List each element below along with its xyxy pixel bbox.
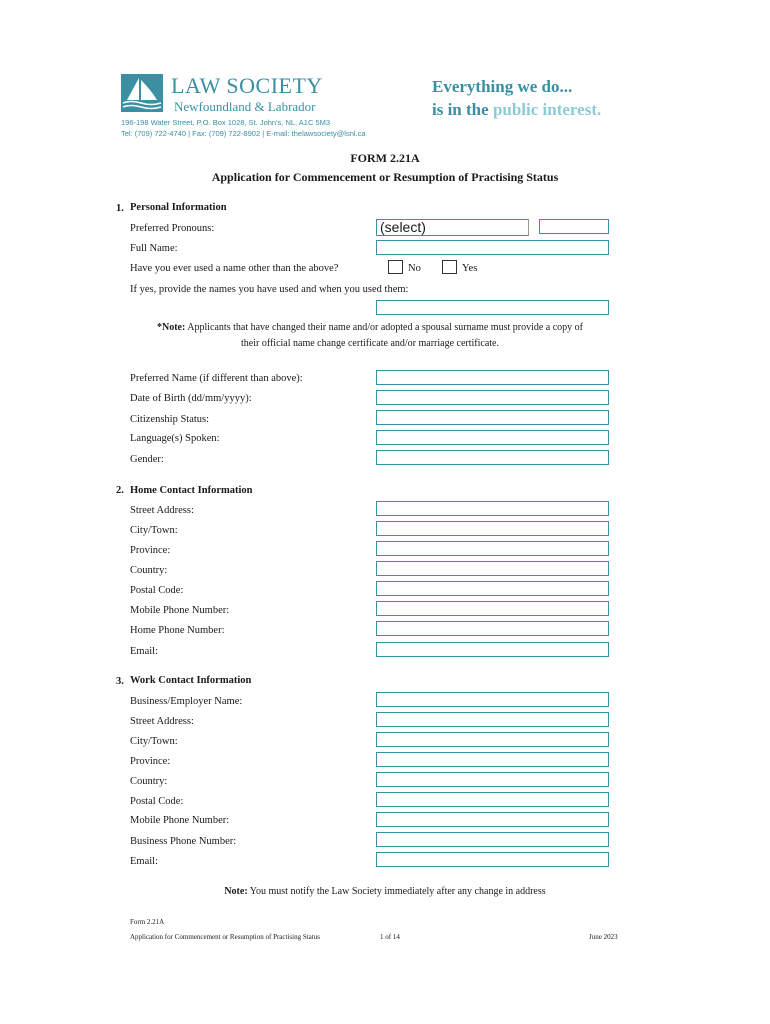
no-checkbox[interactable] bbox=[388, 260, 403, 274]
languages-label: Language(s) Spoken: bbox=[130, 433, 220, 444]
tagline-2-prefix: is in the bbox=[432, 100, 493, 119]
logo-title: LAW SOCIETY bbox=[171, 73, 323, 98]
law-society-logo bbox=[121, 74, 163, 112]
work-province-field[interactable] bbox=[376, 752, 609, 767]
citizenship-label: Citizenship Status: bbox=[130, 414, 210, 425]
home-province-field[interactable] bbox=[376, 541, 609, 556]
home-country-field[interactable] bbox=[376, 561, 609, 576]
yes-checkbox[interactable] bbox=[442, 260, 457, 274]
dob-field[interactable] bbox=[376, 390, 609, 405]
work-employer-label: Business/Employer Name: bbox=[130, 696, 243, 707]
section1-title: Personal Information bbox=[130, 202, 227, 213]
work-email-label: Email: bbox=[130, 856, 158, 867]
home-email-field[interactable] bbox=[376, 642, 609, 657]
logo-subtitle: Newfoundland & Labrador bbox=[174, 99, 316, 114]
work-phone-field[interactable] bbox=[376, 832, 609, 847]
home-phone-field[interactable] bbox=[376, 621, 609, 636]
gender-field[interactable] bbox=[376, 450, 609, 465]
gender-label: Gender: bbox=[130, 454, 164, 465]
pronouns-select[interactable]: (select) bbox=[376, 219, 529, 236]
home-city-field[interactable] bbox=[376, 521, 609, 536]
work-postal-field[interactable] bbox=[376, 792, 609, 807]
work-city-label: City/Town: bbox=[130, 736, 178, 747]
name-change-note bbox=[110, 322, 630, 333]
bottom-note-prefix: Note: bbox=[224, 886, 248, 897]
work-province-label: Province: bbox=[130, 756, 171, 767]
work-employer-field[interactable] bbox=[376, 692, 609, 707]
if-yes-label: If yes, provide the names you have used and when you used them: bbox=[130, 284, 409, 295]
address-line: 196-198 Water Street, P.O. Box 1028, St. John's, NL, A1C 5M3 bbox=[121, 118, 331, 127]
dob-label: Date of Birth (dd/mm/yyyy): bbox=[130, 393, 252, 404]
tagline-1: Everything we do... bbox=[432, 77, 573, 96]
preferred-name-label: Preferred Name (if different than above): bbox=[130, 373, 303, 384]
home-mobile-field[interactable] bbox=[376, 601, 609, 616]
tagline-2-highlight: public interest. bbox=[492, 100, 602, 119]
no-label: No bbox=[408, 263, 421, 274]
work-city-field[interactable] bbox=[376, 732, 609, 747]
footer-date: June 2023 bbox=[589, 933, 618, 941]
home-postal-label: Postal Code: bbox=[130, 585, 184, 596]
name-change-note-line2: their official name change certificate and/or marriage certificate. bbox=[241, 338, 499, 349]
footer-form-number: Form 2.21A bbox=[130, 918, 165, 926]
home-province-label: Province: bbox=[130, 545, 171, 556]
languages-field[interactable] bbox=[376, 430, 609, 445]
home-city-label: City/Town: bbox=[130, 525, 178, 536]
home-postal-field[interactable] bbox=[376, 581, 609, 596]
section3-title: Work Contact Information bbox=[130, 675, 252, 686]
full-name-field[interactable] bbox=[376, 240, 609, 255]
bottom-note-text: You must notify the Law Society immediately after any change in address bbox=[247, 886, 546, 897]
home-phone-label: Home Phone Number: bbox=[130, 625, 225, 636]
logo-emblem-icon bbox=[121, 74, 163, 112]
work-street-field[interactable] bbox=[376, 712, 609, 727]
full-name-label: Full Name: bbox=[130, 243, 178, 254]
home-country-label: Country: bbox=[130, 565, 168, 576]
yes-label: Yes bbox=[462, 263, 478, 274]
form-title: Application for Commencement or Resumption of Practising Status bbox=[211, 170, 559, 184]
note-line1: Applicants that have changed their name and/or adopted a spousal surname must provide a copy of bbox=[185, 322, 583, 333]
contact-line: Tel: (709) 722-4740 | Fax: (709) 722-8902 | E-mail: thelawsociety@lsnl.ca bbox=[121, 129, 366, 138]
work-email-field[interactable] bbox=[376, 852, 609, 867]
form-number: FORM 2.21A bbox=[350, 151, 420, 165]
section1-number: 1. bbox=[116, 203, 124, 214]
preferred-name-field[interactable] bbox=[376, 370, 609, 385]
citizenship-field[interactable] bbox=[376, 410, 609, 425]
footer-page-number: 1 of 14 bbox=[380, 933, 400, 941]
home-email-label: Email: bbox=[130, 646, 158, 657]
home-mobile-label: Mobile Phone Number: bbox=[130, 605, 230, 616]
section2-number: 2. bbox=[116, 485, 124, 496]
note-prefix: *Note: bbox=[157, 322, 186, 333]
work-postal-label: Postal Code: bbox=[130, 796, 184, 807]
pronouns-other-field[interactable] bbox=[539, 219, 609, 234]
work-mobile-field[interactable] bbox=[376, 812, 609, 827]
other-names-field[interactable] bbox=[376, 300, 609, 315]
tagline-2 bbox=[432, 100, 601, 120]
section3-number: 3. bbox=[116, 676, 124, 687]
address-change-note bbox=[0, 886, 770, 897]
work-mobile-label: Mobile Phone Number: bbox=[130, 815, 230, 826]
section2-title: Home Contact Information bbox=[130, 485, 253, 496]
footer-form-title: Application for Commencement or Resumption of Practising Status bbox=[130, 933, 320, 941]
pronouns-label: Preferred Pronouns: bbox=[130, 223, 215, 234]
home-street-field[interactable] bbox=[376, 501, 609, 516]
work-street-label: Street Address: bbox=[130, 716, 194, 727]
work-country-label: Country: bbox=[130, 776, 168, 787]
other-name-question: Have you ever used a name other than the above? bbox=[130, 263, 339, 274]
work-phone-label: Business Phone Number: bbox=[130, 836, 237, 847]
work-country-field[interactable] bbox=[376, 772, 609, 787]
home-street-label: Street Address: bbox=[130, 505, 194, 516]
